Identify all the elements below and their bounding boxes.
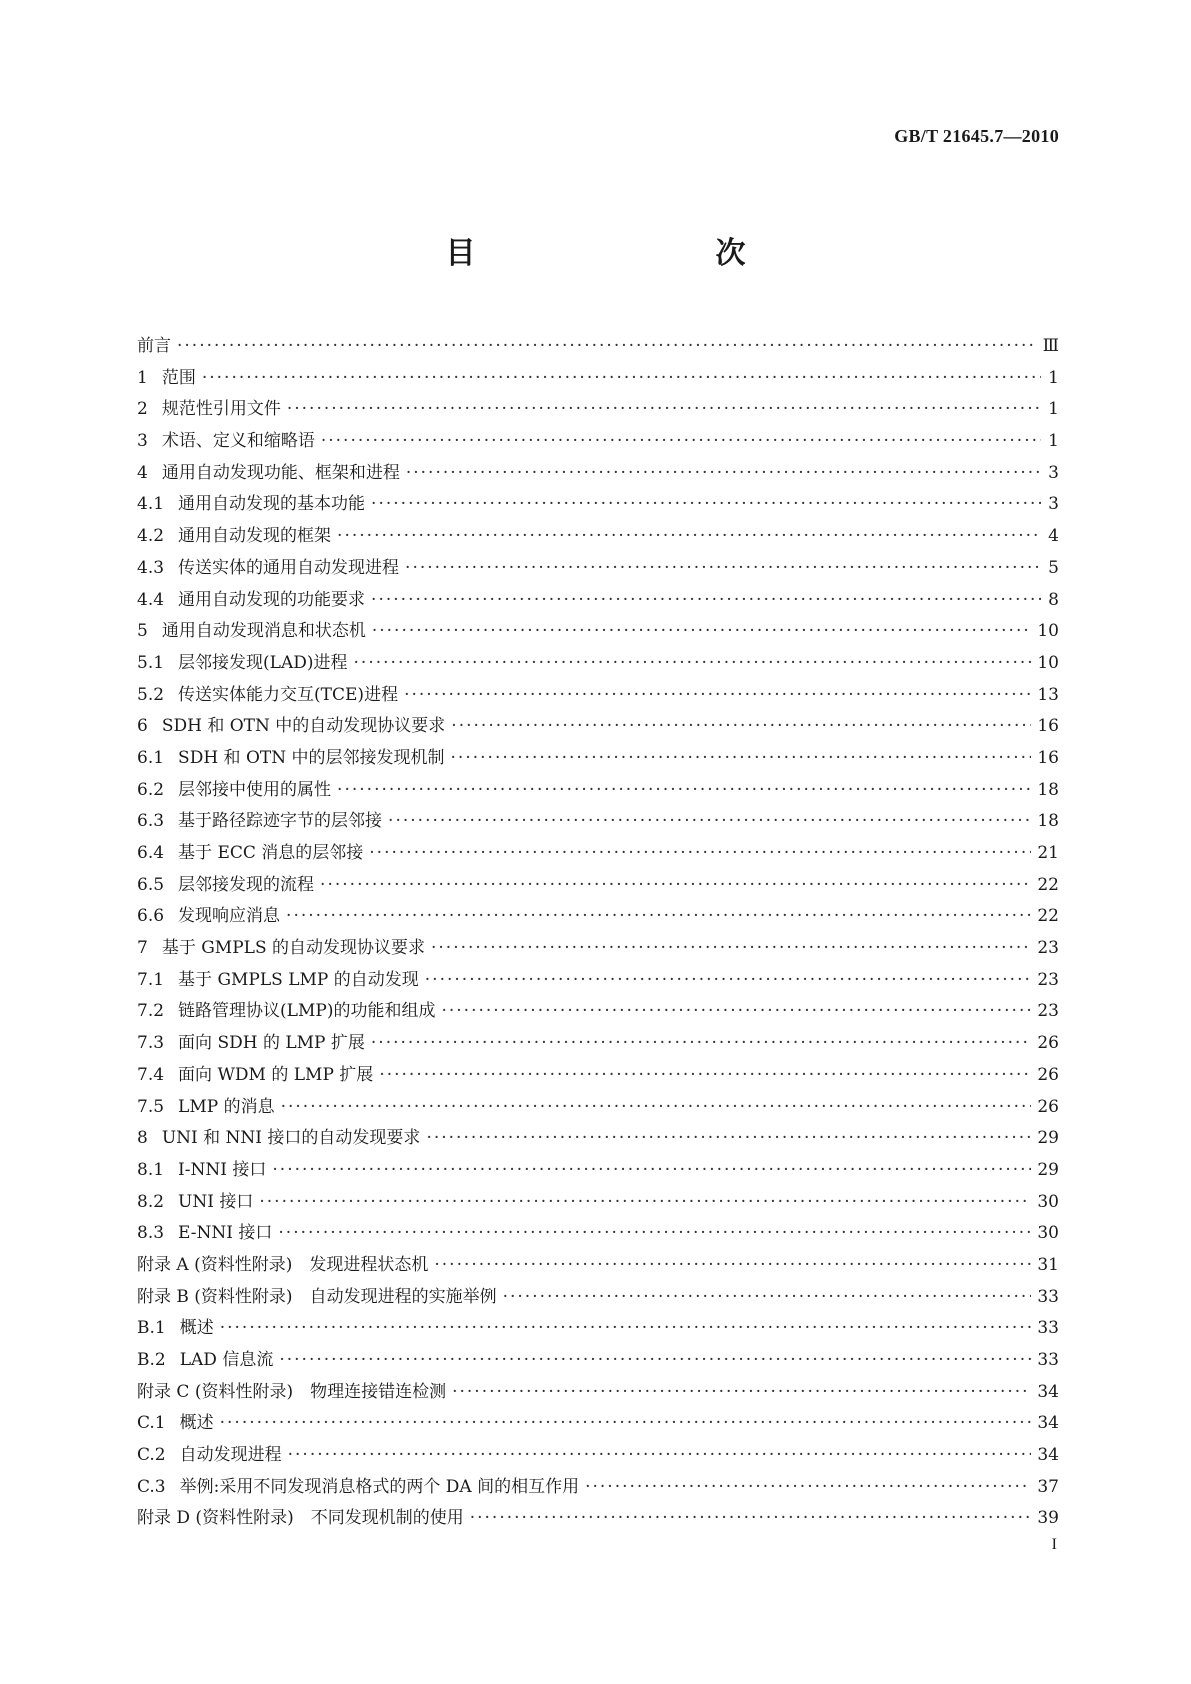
toc-entry-page: 8 bbox=[1048, 589, 1059, 610]
toc-entry-title: 规范性引用文件 bbox=[161, 399, 281, 420]
toc-entry[interactable] bbox=[137, 1345, 1059, 1377]
toc-entry-number: 8.3 bbox=[137, 1223, 165, 1244]
toc-entry-title: 通用自动发现功能、框架和进程 bbox=[161, 462, 400, 483]
toc-entry[interactable] bbox=[137, 489, 1059, 521]
toc-entry[interactable] bbox=[137, 1060, 1059, 1092]
toc-entry-title: 基于路径踪迹字节的层邻接 bbox=[178, 811, 383, 832]
toc-leader-dots bbox=[279, 1350, 1031, 1370]
toc-entry[interactable] bbox=[137, 1187, 1059, 1219]
standard-code: GB/T 21645.7—2010 bbox=[894, 126, 1059, 146]
toc-entry[interactable] bbox=[137, 933, 1059, 965]
toc-entry-title: 链路管理协议(LMP)的功能和组成 bbox=[178, 1001, 436, 1022]
toc-entry-title: 前言 bbox=[137, 336, 171, 356]
toc-entry-title: 基于 GMPLS 的自动发现协议要求 bbox=[161, 938, 425, 959]
toc-entry-title: 附录 C (资料性附录) 物理连接错连检测 bbox=[137, 1381, 447, 1402]
toc-entry-number: 2 bbox=[137, 399, 148, 420]
toc-entry[interactable] bbox=[137, 1123, 1059, 1155]
toc-entry[interactable] bbox=[137, 1313, 1059, 1345]
toc-entry[interactable] bbox=[137, 711, 1059, 743]
toc-entry-title: 附录 D (资料性附录) 不同发现机制的使用 bbox=[137, 1508, 464, 1529]
toc-entry-page: Ⅲ bbox=[1042, 336, 1059, 356]
toc-entry-title: LMP 的消息 bbox=[178, 1096, 275, 1117]
toc-entry[interactable] bbox=[137, 521, 1059, 553]
toc-leader-dots bbox=[372, 621, 1032, 641]
toc-leader-dots bbox=[388, 811, 1031, 831]
toc-leader-dots bbox=[406, 463, 1041, 483]
toc-entry-page: 26 bbox=[1037, 1064, 1059, 1085]
toc-entry-label bbox=[137, 1187, 253, 1212]
toc-entry-number: 6 bbox=[137, 716, 148, 737]
toc-leader-dots bbox=[321, 431, 1041, 451]
toc-entry-label bbox=[137, 616, 366, 641]
toc-leader-dots bbox=[202, 368, 1041, 388]
toc-entry-label bbox=[137, 1313, 214, 1338]
toc-entry-label bbox=[137, 458, 400, 483]
toc-entry-label bbox=[137, 1028, 365, 1053]
toc-entry-title: 基于 ECC 消息的层邻接 bbox=[178, 843, 364, 863]
toc-entry-title: 概述 bbox=[179, 1318, 214, 1339]
toc-entry-title: 通用自动发现的基本功能 bbox=[178, 494, 366, 515]
toc-leader-dots bbox=[288, 1445, 1032, 1465]
toc-entry-page: 34 bbox=[1037, 1445, 1059, 1466]
toc-entry-page: 39 bbox=[1037, 1508, 1059, 1529]
toc-leader-dots bbox=[337, 526, 1041, 546]
toc-entry-title: SDH 和 OTN 中的自动发现协议要求 bbox=[161, 716, 446, 737]
table-of-contents bbox=[137, 331, 1059, 1535]
toc-entry-number: C.3 bbox=[137, 1476, 166, 1497]
toc-entry-label bbox=[137, 870, 314, 895]
toc-entry-label bbox=[137, 901, 280, 926]
toc-entry-label bbox=[137, 775, 331, 800]
toc-entry-title: 层邻接中使用的属性 bbox=[178, 779, 332, 800]
page-title: 目 次 bbox=[445, 236, 806, 271]
toc-leader-dots bbox=[220, 1318, 1032, 1338]
toc-entry-label bbox=[137, 933, 425, 958]
toc-entry[interactable] bbox=[137, 870, 1059, 902]
toc-entry-title: I-NNI 接口 bbox=[178, 1159, 267, 1180]
toc-leader-dots bbox=[405, 558, 1041, 578]
toc-entry[interactable] bbox=[137, 426, 1059, 458]
toc-entry[interactable] bbox=[137, 331, 1059, 363]
toc-leader-dots bbox=[451, 716, 1031, 736]
toc-entry-label bbox=[137, 996, 435, 1021]
toc-entry-title: 举例:采用不同发现消息格式的两个 DA 间的相互作用 bbox=[179, 1476, 580, 1497]
toc-leader-dots bbox=[425, 970, 1032, 990]
toc-entry-number: 1 bbox=[137, 367, 148, 388]
toc-entry-page: 1 bbox=[1048, 367, 1059, 388]
toc-entry[interactable] bbox=[137, 616, 1059, 648]
toc-entry-number: 5.1 bbox=[137, 652, 165, 673]
toc-entry-title: 层邻接发现(LAD)进程 bbox=[178, 652, 348, 673]
toc-entry-page: 23 bbox=[1037, 938, 1059, 959]
toc-entry-label bbox=[137, 711, 445, 736]
toc-entry[interactable] bbox=[137, 775, 1059, 807]
toc-leader-dots bbox=[371, 1033, 1031, 1053]
toc-leader-dots bbox=[404, 685, 1031, 705]
toc-entry[interactable] bbox=[137, 965, 1059, 997]
toc-leader-dots bbox=[272, 1160, 1031, 1180]
toc-entry[interactable] bbox=[137, 1250, 1059, 1282]
toc-entry-label bbox=[137, 553, 399, 578]
toc-entry-page: 3 bbox=[1048, 494, 1059, 515]
toc-entry-number: 6.5 bbox=[137, 874, 165, 895]
toc-entry-page: 4 bbox=[1048, 526, 1059, 547]
toc-leader-dots bbox=[431, 938, 1031, 958]
toc-entry-title: 术语、定义和缩略语 bbox=[161, 431, 315, 452]
toc-entry-label bbox=[137, 648, 348, 673]
toc-entry-label bbox=[137, 1282, 497, 1307]
toc-entry-label bbox=[137, 1060, 373, 1085]
toc-entry-label bbox=[137, 1155, 266, 1180]
toc-entry-number: B.2 bbox=[137, 1350, 166, 1370]
toc-entry-label bbox=[137, 806, 382, 831]
toc-entry-page: 37 bbox=[1037, 1476, 1059, 1497]
toc-entry[interactable] bbox=[137, 806, 1059, 838]
toc-entry-label bbox=[137, 1250, 428, 1275]
toc-entry-label bbox=[137, 1440, 282, 1465]
toc-leader-dots bbox=[220, 1413, 1032, 1433]
toc-entry[interactable] bbox=[137, 585, 1059, 617]
toc-entry-number: 8.1 bbox=[137, 1159, 165, 1180]
toc-entry-page: 1 bbox=[1048, 431, 1059, 452]
toc-entry-page: 31 bbox=[1037, 1254, 1059, 1275]
toc-entry-title: 层邻接发现的流程 bbox=[178, 874, 315, 895]
toc-entry-page: 34 bbox=[1037, 1413, 1059, 1434]
toc-entry-number: 6.3 bbox=[137, 811, 165, 832]
toc-entry-label bbox=[137, 965, 419, 990]
toc-entry-label bbox=[137, 1218, 272, 1243]
toc-entry-title: 面向 WDM 的 LMP 扩展 bbox=[178, 1064, 374, 1085]
toc-entry-title: E-NNI 接口 bbox=[178, 1223, 273, 1244]
toc-entry-label bbox=[137, 1123, 420, 1148]
toc-entry[interactable] bbox=[137, 363, 1059, 395]
toc-entry-label bbox=[137, 743, 445, 768]
toc-entry[interactable] bbox=[137, 996, 1059, 1028]
toc-entry-page: 22 bbox=[1037, 906, 1059, 927]
toc-entry-label bbox=[137, 1092, 275, 1117]
toc-entry-page: 30 bbox=[1037, 1223, 1059, 1244]
toc-entry-label bbox=[137, 1345, 273, 1370]
toc-entry-number: 4.2 bbox=[137, 526, 165, 547]
toc-leader-dots bbox=[371, 494, 1041, 514]
toc-leader-dots bbox=[320, 875, 1031, 895]
toc-entry-number: 4.1 bbox=[137, 494, 165, 515]
toc-entry-number: 7.1 bbox=[137, 969, 165, 990]
toc-entry-number: 6.1 bbox=[137, 747, 165, 768]
toc-entry-page: 16 bbox=[1037, 747, 1059, 768]
page-number: I bbox=[1051, 1536, 1057, 1553]
toc-leader-dots bbox=[379, 1065, 1031, 1085]
toc-entry[interactable] bbox=[137, 901, 1059, 933]
toc-entry-number: 8 bbox=[137, 1128, 148, 1149]
toc-entry[interactable] bbox=[137, 394, 1059, 426]
toc-entry[interactable] bbox=[137, 680, 1059, 712]
toc-entry[interactable] bbox=[137, 1218, 1059, 1250]
toc-leader-dots bbox=[287, 399, 1041, 419]
toc-entry-page: 1 bbox=[1048, 399, 1059, 420]
toc-entry[interactable] bbox=[137, 1282, 1059, 1314]
toc-entry-title: LAD 信息流 bbox=[179, 1350, 274, 1370]
toc-entry-title: 通用自动发现消息和状态机 bbox=[161, 621, 366, 642]
toc-entry-number: 6.4 bbox=[137, 843, 165, 863]
toc-entry-label bbox=[137, 394, 281, 419]
toc-entry-page: 21 bbox=[1037, 843, 1059, 863]
toc-entry-title: UNI 和 NNI 接口的自动发现要求 bbox=[161, 1128, 421, 1149]
toc-entry[interactable] bbox=[137, 1440, 1059, 1472]
toc-entry-number: 4.4 bbox=[137, 589, 165, 610]
toc-entry-label bbox=[137, 1408, 214, 1433]
toc-entry-number: 7 bbox=[137, 938, 148, 959]
toc-entry-page: 5 bbox=[1048, 557, 1059, 578]
toc-entry-page: 29 bbox=[1037, 1128, 1059, 1149]
toc-entry[interactable] bbox=[137, 1028, 1059, 1060]
toc-entry-title: 传送实体的通用自动发现进程 bbox=[178, 557, 400, 578]
toc-entry-page: 10 bbox=[1037, 652, 1059, 673]
toc-leader-dots bbox=[354, 653, 1032, 673]
toc-leader-dots bbox=[369, 843, 1031, 863]
toc-entry-page: 23 bbox=[1037, 969, 1059, 990]
toc-entry-number: C.1 bbox=[137, 1413, 166, 1434]
toc-leader-dots bbox=[278, 1223, 1031, 1243]
toc-entry[interactable] bbox=[137, 743, 1059, 775]
toc-entry-title: 基于 GMPLS LMP 的自动发现 bbox=[178, 969, 419, 990]
toc-entry-page: 33 bbox=[1037, 1318, 1059, 1339]
toc-entry-number: 6.2 bbox=[137, 779, 165, 800]
toc-entry-number: 6.6 bbox=[137, 906, 165, 927]
toc-entry[interactable] bbox=[137, 458, 1059, 490]
toc-entry[interactable] bbox=[137, 838, 1059, 870]
toc-entry-title: 通用自动发现的功能要求 bbox=[178, 589, 366, 610]
toc-entry-title: UNI 接口 bbox=[178, 1191, 254, 1212]
toc-entry-page: 22 bbox=[1037, 874, 1059, 895]
toc-entry-number: 4 bbox=[137, 462, 148, 483]
toc-entry-page: 18 bbox=[1037, 811, 1059, 832]
toc-entry-page: 3 bbox=[1048, 462, 1059, 483]
toc-entry-label bbox=[137, 680, 398, 705]
toc-entry[interactable] bbox=[137, 553, 1059, 585]
toc-entry-number: 5.2 bbox=[137, 684, 165, 705]
toc-entry-number: 3 bbox=[137, 431, 148, 452]
toc-entry-number: 7.3 bbox=[137, 1033, 165, 1054]
toc-entry[interactable] bbox=[137, 648, 1059, 680]
toc-leader-dots bbox=[470, 1508, 1032, 1528]
toc-entry-label bbox=[137, 1377, 446, 1402]
toc-entry-label bbox=[137, 331, 171, 356]
toc-entry-page: 13 bbox=[1037, 684, 1059, 705]
toc-entry[interactable] bbox=[137, 1155, 1059, 1187]
toc-entry-title: 概述 bbox=[179, 1413, 214, 1434]
toc-entry-page: 33 bbox=[1037, 1286, 1059, 1307]
toc-entry-label bbox=[137, 489, 365, 514]
toc-leader-dots bbox=[426, 1128, 1031, 1148]
toc-entry-number: 7.4 bbox=[137, 1064, 165, 1085]
toc-leader-dots bbox=[371, 590, 1041, 610]
toc-leader-dots bbox=[434, 1255, 1031, 1275]
toc-leader-dots bbox=[259, 1192, 1031, 1212]
toc-leader-dots bbox=[585, 1477, 1031, 1497]
toc-entry[interactable] bbox=[137, 1377, 1059, 1409]
toc-leader-dots bbox=[503, 1287, 1032, 1307]
toc-entry-number: B.1 bbox=[137, 1318, 166, 1339]
toc-entry-title: 传送实体能力交互(TCE)进程 bbox=[178, 684, 399, 705]
toc-entry-label bbox=[137, 1503, 464, 1528]
toc-entry-page: 10 bbox=[1037, 621, 1059, 642]
toc-entry-title: 附录 B (资料性附录) 自动发现进程的实施举例 bbox=[137, 1286, 497, 1307]
toc-leader-dots bbox=[452, 1382, 1031, 1402]
toc-leader-dots bbox=[281, 1097, 1032, 1117]
toc-leader-dots bbox=[177, 336, 1037, 356]
toc-entry-page: 16 bbox=[1037, 716, 1059, 737]
toc-entry[interactable] bbox=[137, 1408, 1059, 1440]
toc-entry-page: 29 bbox=[1037, 1159, 1059, 1180]
toc-leader-dots bbox=[337, 780, 1031, 800]
toc-entry-title: 范围 bbox=[161, 367, 196, 388]
toc-leader-dots bbox=[451, 748, 1032, 768]
toc-entry-label bbox=[137, 363, 196, 388]
toc-entry-label bbox=[137, 521, 331, 546]
toc-entry[interactable] bbox=[137, 1472, 1059, 1504]
toc-entry-number: 7.2 bbox=[137, 1001, 165, 1022]
toc-entry-number: 4.3 bbox=[137, 557, 165, 578]
toc-entry-title: 通用自动发现的框架 bbox=[178, 526, 332, 547]
toc-entry-title: 发现响应消息 bbox=[178, 906, 281, 927]
toc-entry-page: 26 bbox=[1037, 1096, 1059, 1117]
toc-entry-label bbox=[137, 1472, 579, 1497]
toc-entry-number: 7.5 bbox=[137, 1096, 165, 1117]
toc-entry-number: C.2 bbox=[137, 1445, 166, 1466]
toc-entry-page: 23 bbox=[1037, 1001, 1059, 1022]
toc-entry-page: 30 bbox=[1037, 1191, 1059, 1212]
toc-entry-label bbox=[137, 585, 365, 610]
toc-leader-dots bbox=[441, 1001, 1031, 1021]
toc-entry[interactable] bbox=[137, 1503, 1059, 1535]
toc-entry-title: 附录 A (资料性附录) 发现进程状态机 bbox=[137, 1254, 429, 1275]
toc-entry-label bbox=[137, 426, 315, 451]
toc-entry-page: 18 bbox=[1037, 779, 1059, 800]
toc-entry-page: 34 bbox=[1037, 1381, 1059, 1402]
toc-entry-page: 33 bbox=[1037, 1350, 1059, 1370]
toc-entry-title: 自动发现进程 bbox=[179, 1445, 282, 1466]
toc-entry-title: 面向 SDH 的 LMP 扩展 bbox=[178, 1033, 365, 1054]
toc-entry-page: 26 bbox=[1037, 1033, 1059, 1054]
toc-entry[interactable] bbox=[137, 1092, 1059, 1124]
toc-entry-label bbox=[137, 838, 363, 863]
toc-leader-dots bbox=[286, 906, 1031, 926]
toc-entry-number: 8.2 bbox=[137, 1191, 165, 1212]
toc-entry-number: 5 bbox=[137, 621, 148, 642]
toc-entry-title: SDH 和 OTN 中的层邻接发现机制 bbox=[178, 747, 445, 768]
